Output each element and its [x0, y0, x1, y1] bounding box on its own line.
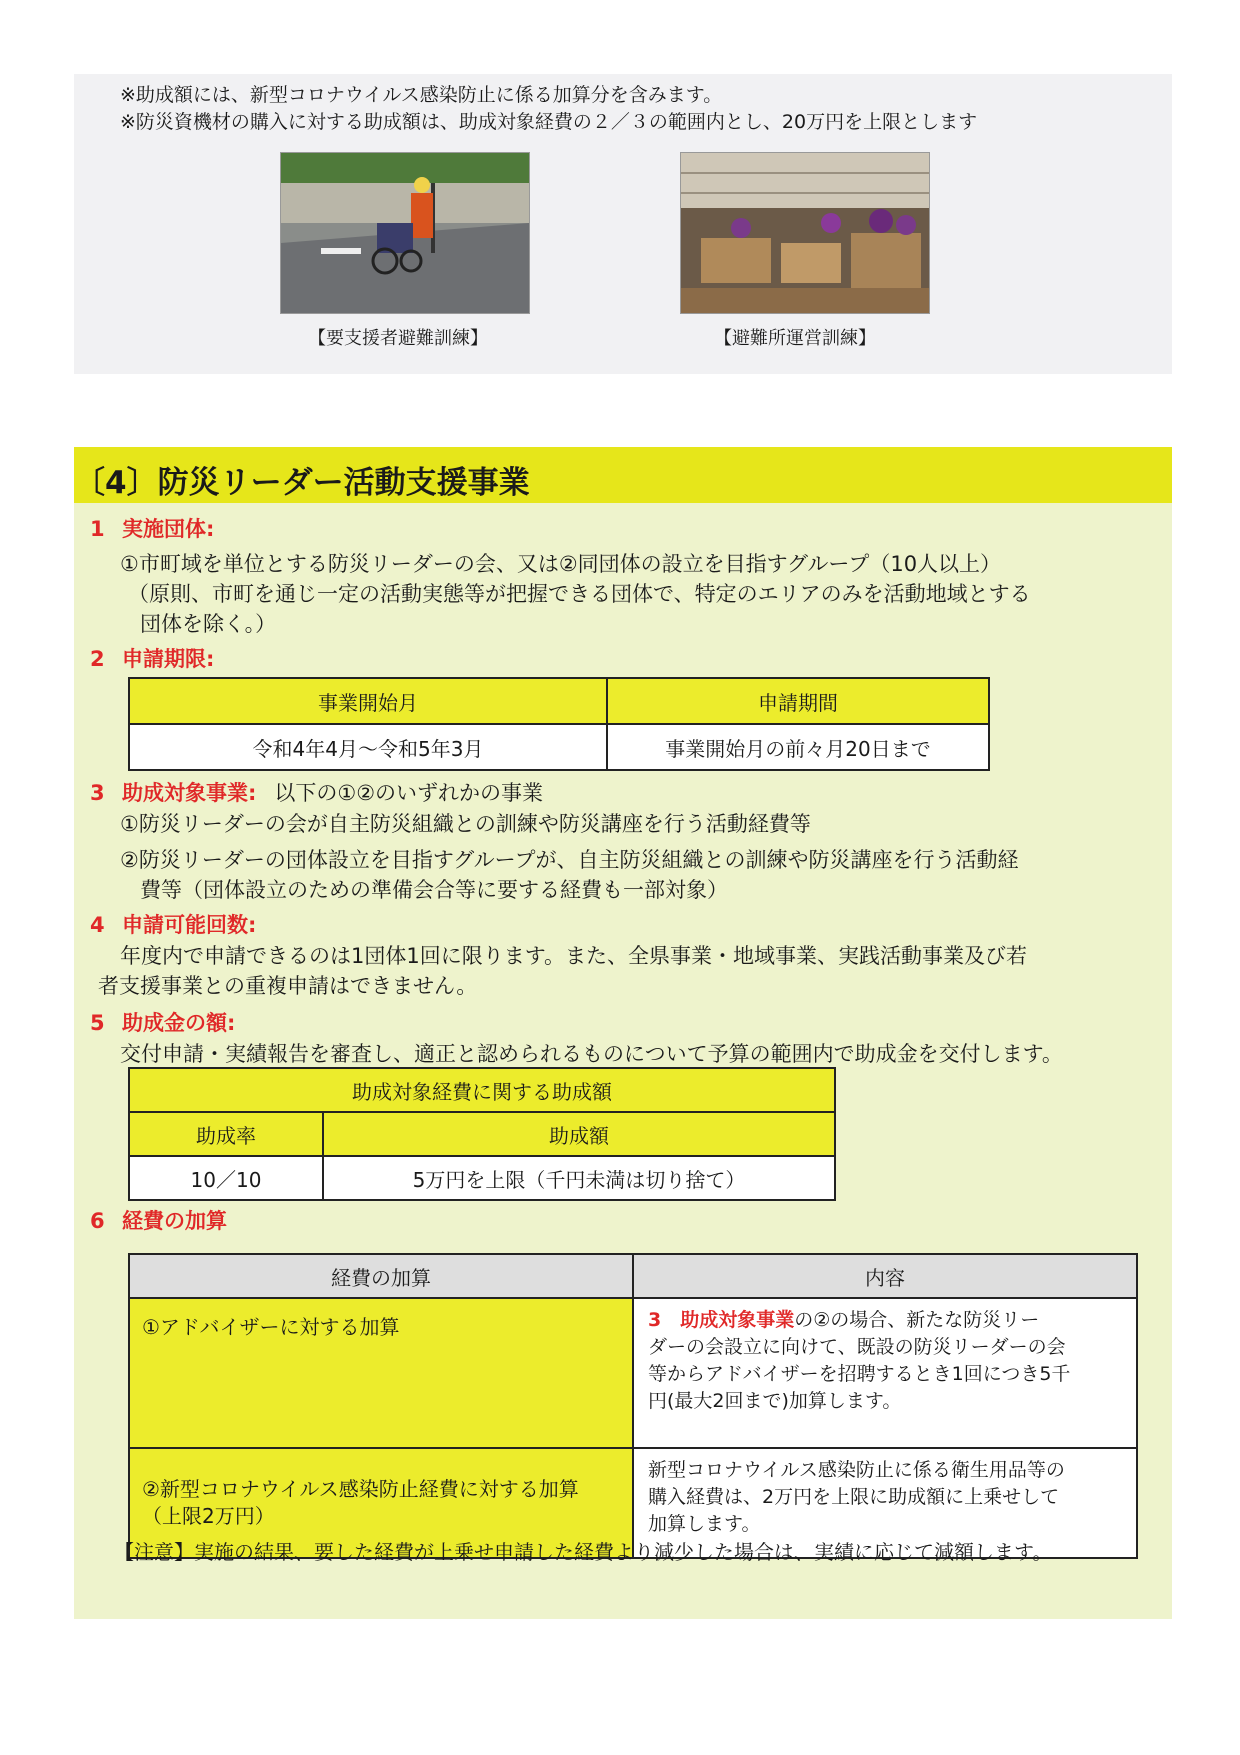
addition-row-2-name-line-1: ②新型コロナウイルス感染防止経費に対する加算 [142, 1477, 579, 1501]
addition-row-1-name-text: ①アドバイザーに対する加算 [142, 1315, 400, 1339]
item5-line-1: 交付申請・実績報告を審査し、適正と認められるものについて予算の範囲内で助成金を交付します。 [120, 1042, 1063, 1066]
item1-line-3: 団体を除く。） [140, 612, 277, 636]
heading-2-number: 2 [90, 647, 105, 671]
heading-3 [90, 777, 543, 807]
addition-row-1-line-2: ダーの会設立に向けて、既設の防災リーダーの会 [648, 1336, 1066, 1358]
addition-row-2-line-2: 購入経費は、2万円を上限に助成額に上乗せして [648, 1486, 1060, 1508]
note-line-2: ※防災資機材の購入に対する助成額は、助成対象経費の２／３の範囲内とし、20万円を上限とします [120, 111, 978, 133]
addition-row-1-name [129, 1298, 633, 1448]
grant-table-header-amount: 助成額 [323, 1112, 835, 1156]
item3-line-1: ①防災リーダーの会が自主防災組織との訓練や防災講座を行う活動経費等 [120, 812, 811, 836]
heading-1-colon: : [206, 517, 215, 541]
table-cell-start-month: 令和4年4月～令和5年3月 [129, 724, 607, 770]
addition-table-header-content: 内容 [633, 1254, 1137, 1298]
heading-1-number: 1 [90, 517, 105, 541]
photo-caption-2: 【避難所運営訓練】 [714, 328, 876, 349]
addition-table-header-item: 経費の加算 [129, 1254, 633, 1298]
heading-1-label: 実施団体 [122, 517, 206, 541]
heading-6 [90, 1205, 227, 1235]
heading-4 [90, 909, 256, 939]
section-title-bar [74, 447, 1172, 503]
item1-line-1: ①市町域を単位とする防災リーダーの会、又は②同団体の設立を目指すグループ（10人以上） [120, 552, 1002, 576]
heading-2-label: 申請期限 [122, 647, 206, 671]
addition-row-1-line-3: 等からアドバイザーを招聘するとき1回につき5千 [648, 1363, 1071, 1385]
heading-5-label: 助成金の額 [122, 1011, 227, 1035]
heading-5-colon: : [227, 1011, 236, 1035]
item3-line-3: 費等（団体設立のための準備会合等に要する経費も一部対象） [140, 878, 728, 902]
photo-caption-1: 【要支援者避難訓練】 [308, 328, 488, 349]
addition-row-1-reference: 3 助成対象事業 [648, 1309, 795, 1331]
section-panel [74, 447, 1172, 1619]
table-cell-period: 事業開始月の前々月20日まで [607, 724, 989, 770]
photo-evacuation-training [280, 152, 530, 314]
grant-table-header-rate: 助成率 [129, 1112, 323, 1156]
item3-line-2: ②防災リーダーの団体設立を目指すグループが、自主防災組織との訓練や防災講座を行う活動経 [120, 848, 1019, 872]
expense-addition-table [128, 1253, 1138, 1559]
application-period-table [128, 677, 990, 771]
heading-4-number: 4 [90, 913, 105, 937]
addition-row-2-line-3: 加算します。 [648, 1513, 761, 1535]
heading-5-number: 5 [90, 1011, 105, 1035]
heading-3-number: 3 [90, 781, 105, 805]
top-panel [74, 74, 1172, 374]
heading-2 [90, 643, 214, 673]
heading-6-number: 6 [90, 1209, 105, 1233]
street-photo-image [281, 153, 529, 313]
grant-table-cell-amount: 5万円を上限（千円未満は切り捨て） [323, 1156, 835, 1200]
heading-4-label: 申請可能回数 [122, 913, 248, 937]
note-line-1: ※助成額には、新型コロナウイルス感染防止に係る加算分を含みます。 [120, 84, 723, 106]
grant-table-cell-rate: 10／10 [129, 1156, 323, 1200]
caution-note: 【注意】実施の結果、要した経費が上乗せ申請した経費より減少した場合は、実績に応じて減額します。 [114, 1540, 1053, 1564]
addition-row-1-line-1: の②の場合、新たな防災リー [794, 1309, 1040, 1331]
heading-1 [90, 513, 214, 543]
item1-line-2: （原則、市町を通じ一定の活動実態等が把握できる団体で、特定のエリアのみを活動地域とする [128, 582, 1031, 606]
heading-4-colon: : [248, 913, 257, 937]
addition-row-2-line-1: 新型コロナウイルス感染防止に係る衛生用品等の [648, 1459, 1065, 1481]
section-title: 〔4〕防災リーダー活動支援事業 [74, 465, 530, 501]
photo-shelter-training [680, 152, 930, 314]
item4-line-2: 者支援事業との重複申請はできません。 [98, 974, 478, 998]
addition-row-1-line-4: 円(最大2回まで)加算します。 [648, 1390, 902, 1412]
heading-3-inline-text: 以下の①②のいずれかの事業 [274, 781, 544, 805]
heading-3-label: 助成対象事業 [122, 781, 248, 805]
heading-3-colon: : [248, 781, 257, 805]
grant-table-caption: 助成対象経費に関する助成額 [129, 1068, 835, 1112]
item4-line-1: 年度内で申請できるのは1団体1回に限ります。また、全県事業・地域事業、実践活動事業及び若 [120, 944, 1028, 968]
table-header-start-month: 事業開始月 [129, 678, 607, 724]
heading-2-colon: : [206, 647, 215, 671]
table-header-period: 申請期間 [607, 678, 989, 724]
addition-row-1-content [633, 1298, 1137, 1448]
heading-6-label: 経費の加算 [122, 1209, 227, 1233]
addition-row-2-name-line-2: （上限2万円） [142, 1504, 275, 1528]
heading-5 [90, 1007, 235, 1037]
gym-photo-image [681, 153, 929, 313]
grant-amount-table [128, 1067, 836, 1201]
